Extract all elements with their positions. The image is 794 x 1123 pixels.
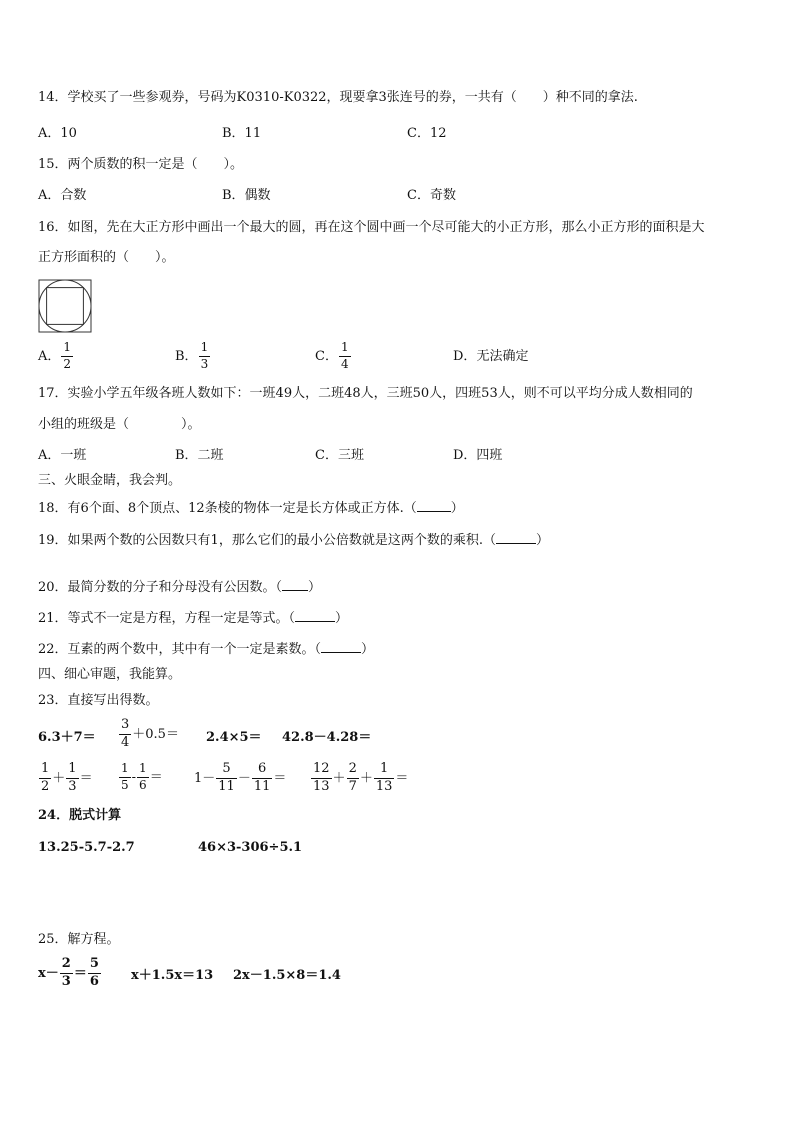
q16-option-a <box>38 341 74 372</box>
q23-r1c2 <box>118 718 179 751</box>
q23-r1c3: 2.4×5＝ <box>206 730 262 745</box>
q17-option-c: C．三班 <box>315 448 364 463</box>
q25-equation-3: 2x－1.5×8＝1.4 <box>233 968 341 983</box>
q24-expression-1: 13.25-5.7-2.7 <box>38 840 135 855</box>
q16-option-c-denominator: 4 <box>340 356 349 371</box>
q16-option-b <box>175 341 211 372</box>
q22-close: ） <box>361 642 375 657</box>
q23-r2c3-tail: ＝ <box>273 770 287 786</box>
q17-option-a: A．一班 <box>38 448 87 463</box>
q23-r2c2-b-denominator: 6 <box>139 777 147 792</box>
q25-equation-2: x＋1.5x＝13 <box>131 968 214 983</box>
q23-stem: 23．直接写出得数。 <box>38 693 159 708</box>
q18 <box>38 501 464 515</box>
q23-r2c1 <box>38 762 93 795</box>
q17-option-d: D．四班 <box>453 448 503 463</box>
q24-expression-2: 46×3-306÷5.1 <box>198 840 303 855</box>
q24-stem: 24．脱式计算 <box>38 808 122 823</box>
q23-r2c4-b-numerator: 2 <box>347 762 359 779</box>
q23-r1c2-numerator: 3 <box>119 718 131 735</box>
q21-answer-blank[interactable] <box>295 611 335 622</box>
q23-r2c1-b-denominator: 3 <box>68 778 77 794</box>
q23-r1c4: 42.8－4.28＝ <box>282 730 372 745</box>
q25-eq1-b-numerator: 5 <box>88 957 101 974</box>
q18-stem: 18．有6个面、8个顶点、12条棱的物体一定是长方体或正方体.（ <box>38 501 417 516</box>
q16-option-d-prefix: D． <box>453 349 477 364</box>
q23-r2c1-a-numerator: 1 <box>39 762 51 779</box>
q23-r2c3-lead: 1－ <box>194 770 216 786</box>
q16-option-c-prefix: C． <box>315 348 338 364</box>
q19-close: ） <box>535 533 549 548</box>
q23-r2c3-a-denominator: 11 <box>218 778 235 794</box>
q16-option-c-numerator: 1 <box>339 341 351 357</box>
q23-r1c2-tail: ＋0.5＝ <box>132 726 179 742</box>
q23-r2c4-a-denominator: 13 <box>313 778 330 794</box>
q23-r2c2 <box>118 762 163 793</box>
q15-option-a: A．合数 <box>38 188 87 203</box>
q16-option-b-prefix: B． <box>175 348 198 364</box>
q20 <box>38 580 321 594</box>
q16-option-a-prefix: A． <box>38 348 61 364</box>
q23-r2c3-b-numerator: 6 <box>252 762 273 779</box>
small-square <box>47 288 84 325</box>
q16-stem-line2: 正方形面积的（ ）。 <box>38 250 175 265</box>
q23-r2c4-c-denominator: 13 <box>375 778 393 794</box>
q14-option-a: A．10 <box>38 126 77 141</box>
q23-r1c1: 6.3＋7＝ <box>38 730 96 745</box>
q23-r2c3 <box>194 762 286 795</box>
q18-answer-blank[interactable] <box>417 501 451 512</box>
q25-equation-1 <box>38 957 102 990</box>
q14-option-b: B．11 <box>222 126 262 141</box>
q23-r2c1-a-denominator: 2 <box>41 778 50 794</box>
q16-option-d-text: 无法确定 <box>476 349 529 364</box>
q22-stem: 22．互素的两个数中，其中有一个一定是素数。（ <box>38 642 322 657</box>
q16-option-a-numerator: 1 <box>61 341 73 357</box>
q20-stem: 20．最简分数的分子和分母没有公因数。（ <box>38 580 283 595</box>
q23-r1c2-denominator: 4 <box>121 734 130 750</box>
q16-option-a-denominator: 2 <box>63 356 72 371</box>
q23-r2c1-tail: ＝ <box>79 770 93 786</box>
q17-option-b: B．二班 <box>175 448 224 463</box>
q19-stem: 19．如果两个数的公因数只有1，那么它们的最小公倍数就是这两个数的乘积.（ <box>38 533 496 548</box>
q20-answer-blank[interactable] <box>282 580 308 591</box>
q23-r2c3-a-numerator: 5 <box>216 762 237 779</box>
q23-r2c2-op: - <box>131 769 137 785</box>
q23-r2c2-a-denominator: 5 <box>121 777 129 792</box>
q16-option-d <box>453 350 528 363</box>
q15-stem: 15．两个质数的积一定是（ ）。 <box>38 157 244 172</box>
q15-option-c: C．奇数 <box>407 188 456 203</box>
q23-r2c4-tail: ＝ <box>395 770 409 786</box>
q17-stem-line2: 小组的班级是（ ）。 <box>38 417 201 432</box>
q21-close: ） <box>335 611 349 626</box>
q25-eq1-a-numerator: 2 <box>60 957 73 974</box>
square-circle-figure <box>38 279 92 333</box>
q20-close: ） <box>308 580 322 595</box>
q25-stem: 25．解方程。 <box>38 932 120 947</box>
q16-stem-line1: 16．如图，先在大正方形中画出一个最大的圆，再在这个圆中画一个尽可能大的小正方形，那么小正方形的面积是大 <box>38 220 705 235</box>
q23-r2c4-c-numerator: 1 <box>374 762 395 779</box>
q21 <box>38 611 348 625</box>
q16-option-c <box>315 341 352 372</box>
q23-r2c3-op: － <box>237 770 251 786</box>
q14-stem: 14．学校买了一些参观券，号码为K0310-K0322，现要拿3张连号的券，一共有（ ）种不同的拿法. <box>38 90 638 105</box>
q16-option-b-numerator: 1 <box>199 341 211 357</box>
q19 <box>38 533 549 547</box>
q25-eq1-lead: x－ <box>38 965 59 981</box>
section-4-heading: 四、细心审题，我能算。 <box>38 667 182 682</box>
section-3-heading: 三、火眼金睛，我会判。 <box>38 473 182 488</box>
q23-r2c4-op2: ＋ <box>359 770 373 786</box>
q15-option-b: B．偶数 <box>222 188 271 203</box>
q23-r2c1-b-numerator: 1 <box>66 762 78 779</box>
q23-r2c2-a-numerator: 1 <box>119 762 131 778</box>
q23-r2c1-op: ＋ <box>52 770 66 786</box>
q23-r2c4-op1: ＋ <box>332 770 346 786</box>
q21-stem: 21．等式不一定是方程，方程一定是等式。（ <box>38 611 296 626</box>
q25-eq1-a-denominator: 3 <box>61 973 71 989</box>
q16-option-b-denominator: 3 <box>200 356 209 371</box>
q23-r2c2-tail: ＝ <box>149 769 163 785</box>
q23-r2c3-b-denominator: 11 <box>253 778 271 794</box>
q25-eq1-mid: ＝ <box>73 965 87 981</box>
q25-eq1-b-denominator: 6 <box>89 973 99 989</box>
q23-r2c2-b-numerator: 1 <box>137 762 149 778</box>
q18-close: ） <box>450 501 464 516</box>
q19-answer-blank[interactable] <box>496 533 536 544</box>
q14-option-c: C．12 <box>407 126 447 141</box>
q23-r2c4-b-denominator: 7 <box>348 778 357 794</box>
q23-r2c4-a-numerator: 12 <box>311 762 332 779</box>
q22-answer-blank[interactable] <box>321 642 361 653</box>
q22 <box>38 642 374 656</box>
q17-stem-line1: 17．实验小学五年级各班人数如下：一班49人，二班48人，三班50人，四班53人，则不可以平均分成人数相同的 <box>38 386 693 401</box>
q23-r2c4 <box>310 762 408 795</box>
